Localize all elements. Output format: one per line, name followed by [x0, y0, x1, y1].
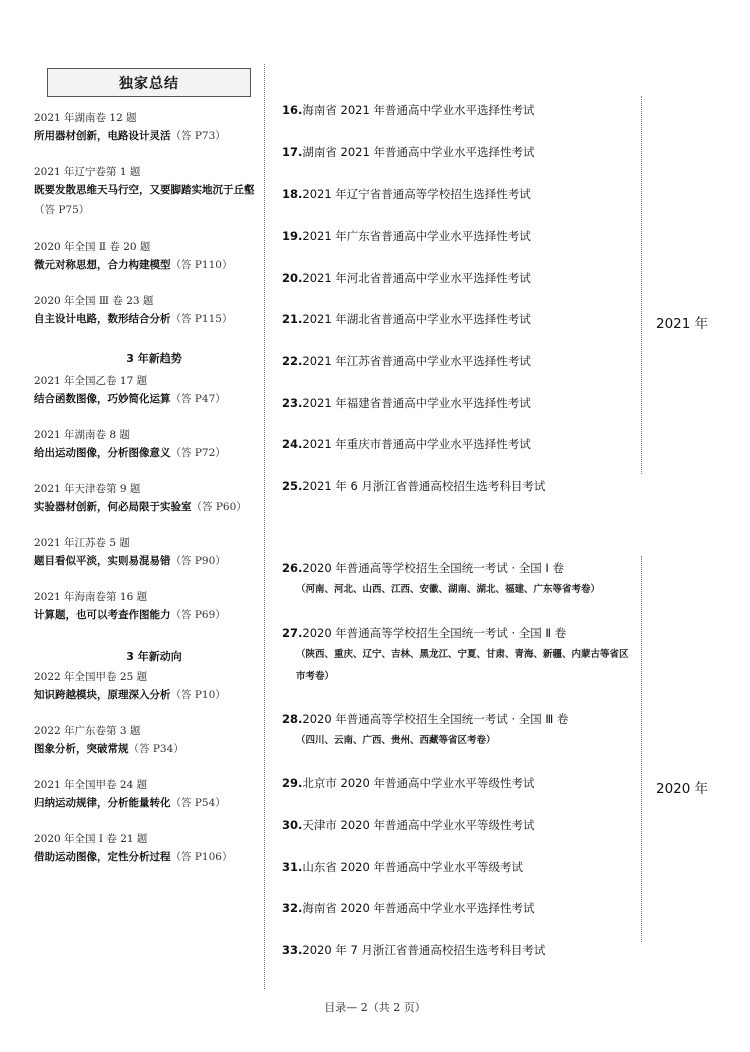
list-item[interactable] [34, 777, 260, 813]
exam-region-note: （陕西、重庆、辽宁、吉林、黑龙江、宁夏、甘肃、青海、新疆、内蒙古等省区市考卷） [296, 649, 629, 682]
list-item[interactable] [34, 239, 260, 275]
list-item[interactable] [34, 481, 260, 517]
exam-entry[interactable]: 28.2020 年普通高等学校招生全国统一考试 · 全国 Ⅲ 卷 [282, 712, 569, 726]
section-header-label: 独家总结 [119, 75, 179, 92]
item-source: 2021 年湖南卷 8 题 [34, 429, 130, 441]
exam-entry[interactable]: 21.2021 年湖北省普通高中学业水平选择性考试 [282, 312, 531, 326]
list-item[interactable] [34, 669, 260, 705]
item-description: 知识跨越模块，原理深入分析（答 P10） [34, 689, 226, 701]
item-description: 微元对称思想，合力构建模型（答 P110） [34, 259, 233, 271]
exam-entry[interactable]: 17.湖南省 2021 年普通高中学业水平选择性考试 [282, 145, 535, 159]
item-description: 计算题，也可以考查作图能力（答 P69） [34, 609, 226, 621]
list-item[interactable] [34, 164, 260, 220]
item-source: 2020 年全国 Ⅲ 卷 23 题 [34, 295, 154, 307]
item-description: 实验器材创新，何必局限于实验室（答 P60） [34, 501, 247, 513]
item-source: 2021 年江苏卷 5 题 [34, 537, 130, 549]
item-source: 2021 年天津卷第 9 题 [34, 483, 141, 495]
item-source: 2021 年辽宁卷第 1 题 [34, 166, 141, 178]
exam-region-note: （河南、河北、山西、江西、安徽、湖南、湖北、福建、广东等省考卷） [296, 584, 601, 595]
list-item[interactable] [34, 427, 260, 463]
item-description: 图象分析，突破常规（答 P34） [34, 743, 184, 755]
item-description: 结合函数图像，巧妙简化运算（答 P47） [34, 393, 226, 405]
exam-entry[interactable]: 24.2021 年重庆市普通高中学业水平选择性考试 [282, 437, 531, 451]
list-item[interactable] [34, 293, 260, 329]
exam-entry[interactable]: 18.2021 年辽宁省普通高等学校招生选择性考试 [282, 187, 531, 201]
item-source: 2022 年全国甲卷 25 题 [34, 671, 148, 683]
exam-region-note: （四川、云南、广西、贵州、西藏等省区考卷） [296, 735, 496, 746]
list-item[interactable] [34, 110, 260, 146]
section-title-directions: 3 年新动向 [126, 650, 182, 663]
item-description: 题目看似平淡，实则易混易错（答 P90） [34, 555, 226, 567]
list-item[interactable] [34, 373, 260, 409]
item-description: 自主设计电路，数形结合分析（答 P115） [34, 313, 233, 325]
item-source: 2021 年海南卷第 16 题 [34, 591, 148, 603]
item-description: 所用器材创新，电路设计灵活（答 P73） [34, 130, 226, 142]
year-bracket-2020 [641, 556, 642, 942]
exam-entry[interactable]: 25.2021 年 6 月浙江省普通高校招生选考科目考试 [282, 479, 546, 493]
item-source: 2021 年湖南卷 12 题 [34, 112, 137, 124]
exam-entry[interactable]: 23.2021 年福建省普通高中学业水平选择性考试 [282, 396, 531, 410]
item-description: 既要发散思维天马行空，又要脚踏实地沉于丘壑（答 P75） [34, 184, 255, 216]
list-item[interactable] [34, 831, 260, 867]
list-item[interactable] [34, 535, 260, 571]
exam-entry[interactable]: 22.2021 年江苏省普通高中学业水平选择性考试 [282, 354, 531, 368]
exam-entry[interactable]: 19.2021 年广东省普通高中学业水平选择性考试 [282, 229, 531, 243]
exam-entry[interactable]: 32.海南省 2020 年普通高中学业水平选择性考试 [282, 901, 535, 915]
item-source: 2020 年全国 Ⅱ 卷 20 题 [34, 241, 151, 253]
exam-entry[interactable]: 26.2020 年普通高等学校招生全国统一考试 · 全国 Ⅰ 卷 [282, 561, 564, 575]
exam-entry[interactable]: 29.北京市 2020 年普通高中学业水平等级性考试 [282, 776, 535, 790]
item-description: 给出运动图像，分析图像意义（答 P72） [34, 447, 226, 459]
item-source: 2021 年全国甲卷 24 题 [34, 779, 148, 791]
column-divider [264, 64, 265, 989]
item-source: 2022 年广东卷第 3 题 [34, 725, 141, 737]
exam-entry[interactable]: 33.2020 年 7 月浙江省普通高校招生选考科目考试 [282, 943, 546, 957]
item-source: 2020 年全国 Ⅰ 卷 21 题 [34, 833, 148, 845]
exam-entry[interactable]: 31.山东省 2020 年普通高中学业水平等级考试 [282, 860, 523, 874]
exam-entry[interactable]: 20.2021 年河北省普通高中学业水平选择性考试 [282, 271, 531, 285]
list-item[interactable] [34, 723, 260, 759]
exam-entry[interactable]: 30.天津市 2020 年普通高中学业水平等级性考试 [282, 818, 535, 832]
year-bracket-2021 [641, 96, 642, 474]
exam-entry[interactable]: 27.2020 年普通高等学校招生全国统一考试 · 全国 Ⅱ 卷 [282, 626, 567, 640]
section-title-trends: 3 年新趋势 [126, 352, 182, 365]
page-footer: 目录— 2（共 2 页） [324, 1001, 426, 1014]
list-item[interactable] [34, 589, 260, 625]
year-label-2021: 2021 年 [656, 316, 709, 332]
item-description: 归纳运动规律，分析能量转化（答 P54） [34, 797, 226, 809]
item-description: 借助运动图像，定性分析过程（答 P106） [34, 851, 233, 863]
year-label-2020: 2020 年 [656, 781, 709, 797]
section-header-exclusive-summary [47, 68, 251, 97]
exam-entry[interactable]: 16.海南省 2021 年普通高中学业水平选择性考试 [282, 103, 535, 117]
item-source: 2021 年全国乙卷 17 题 [34, 375, 148, 387]
